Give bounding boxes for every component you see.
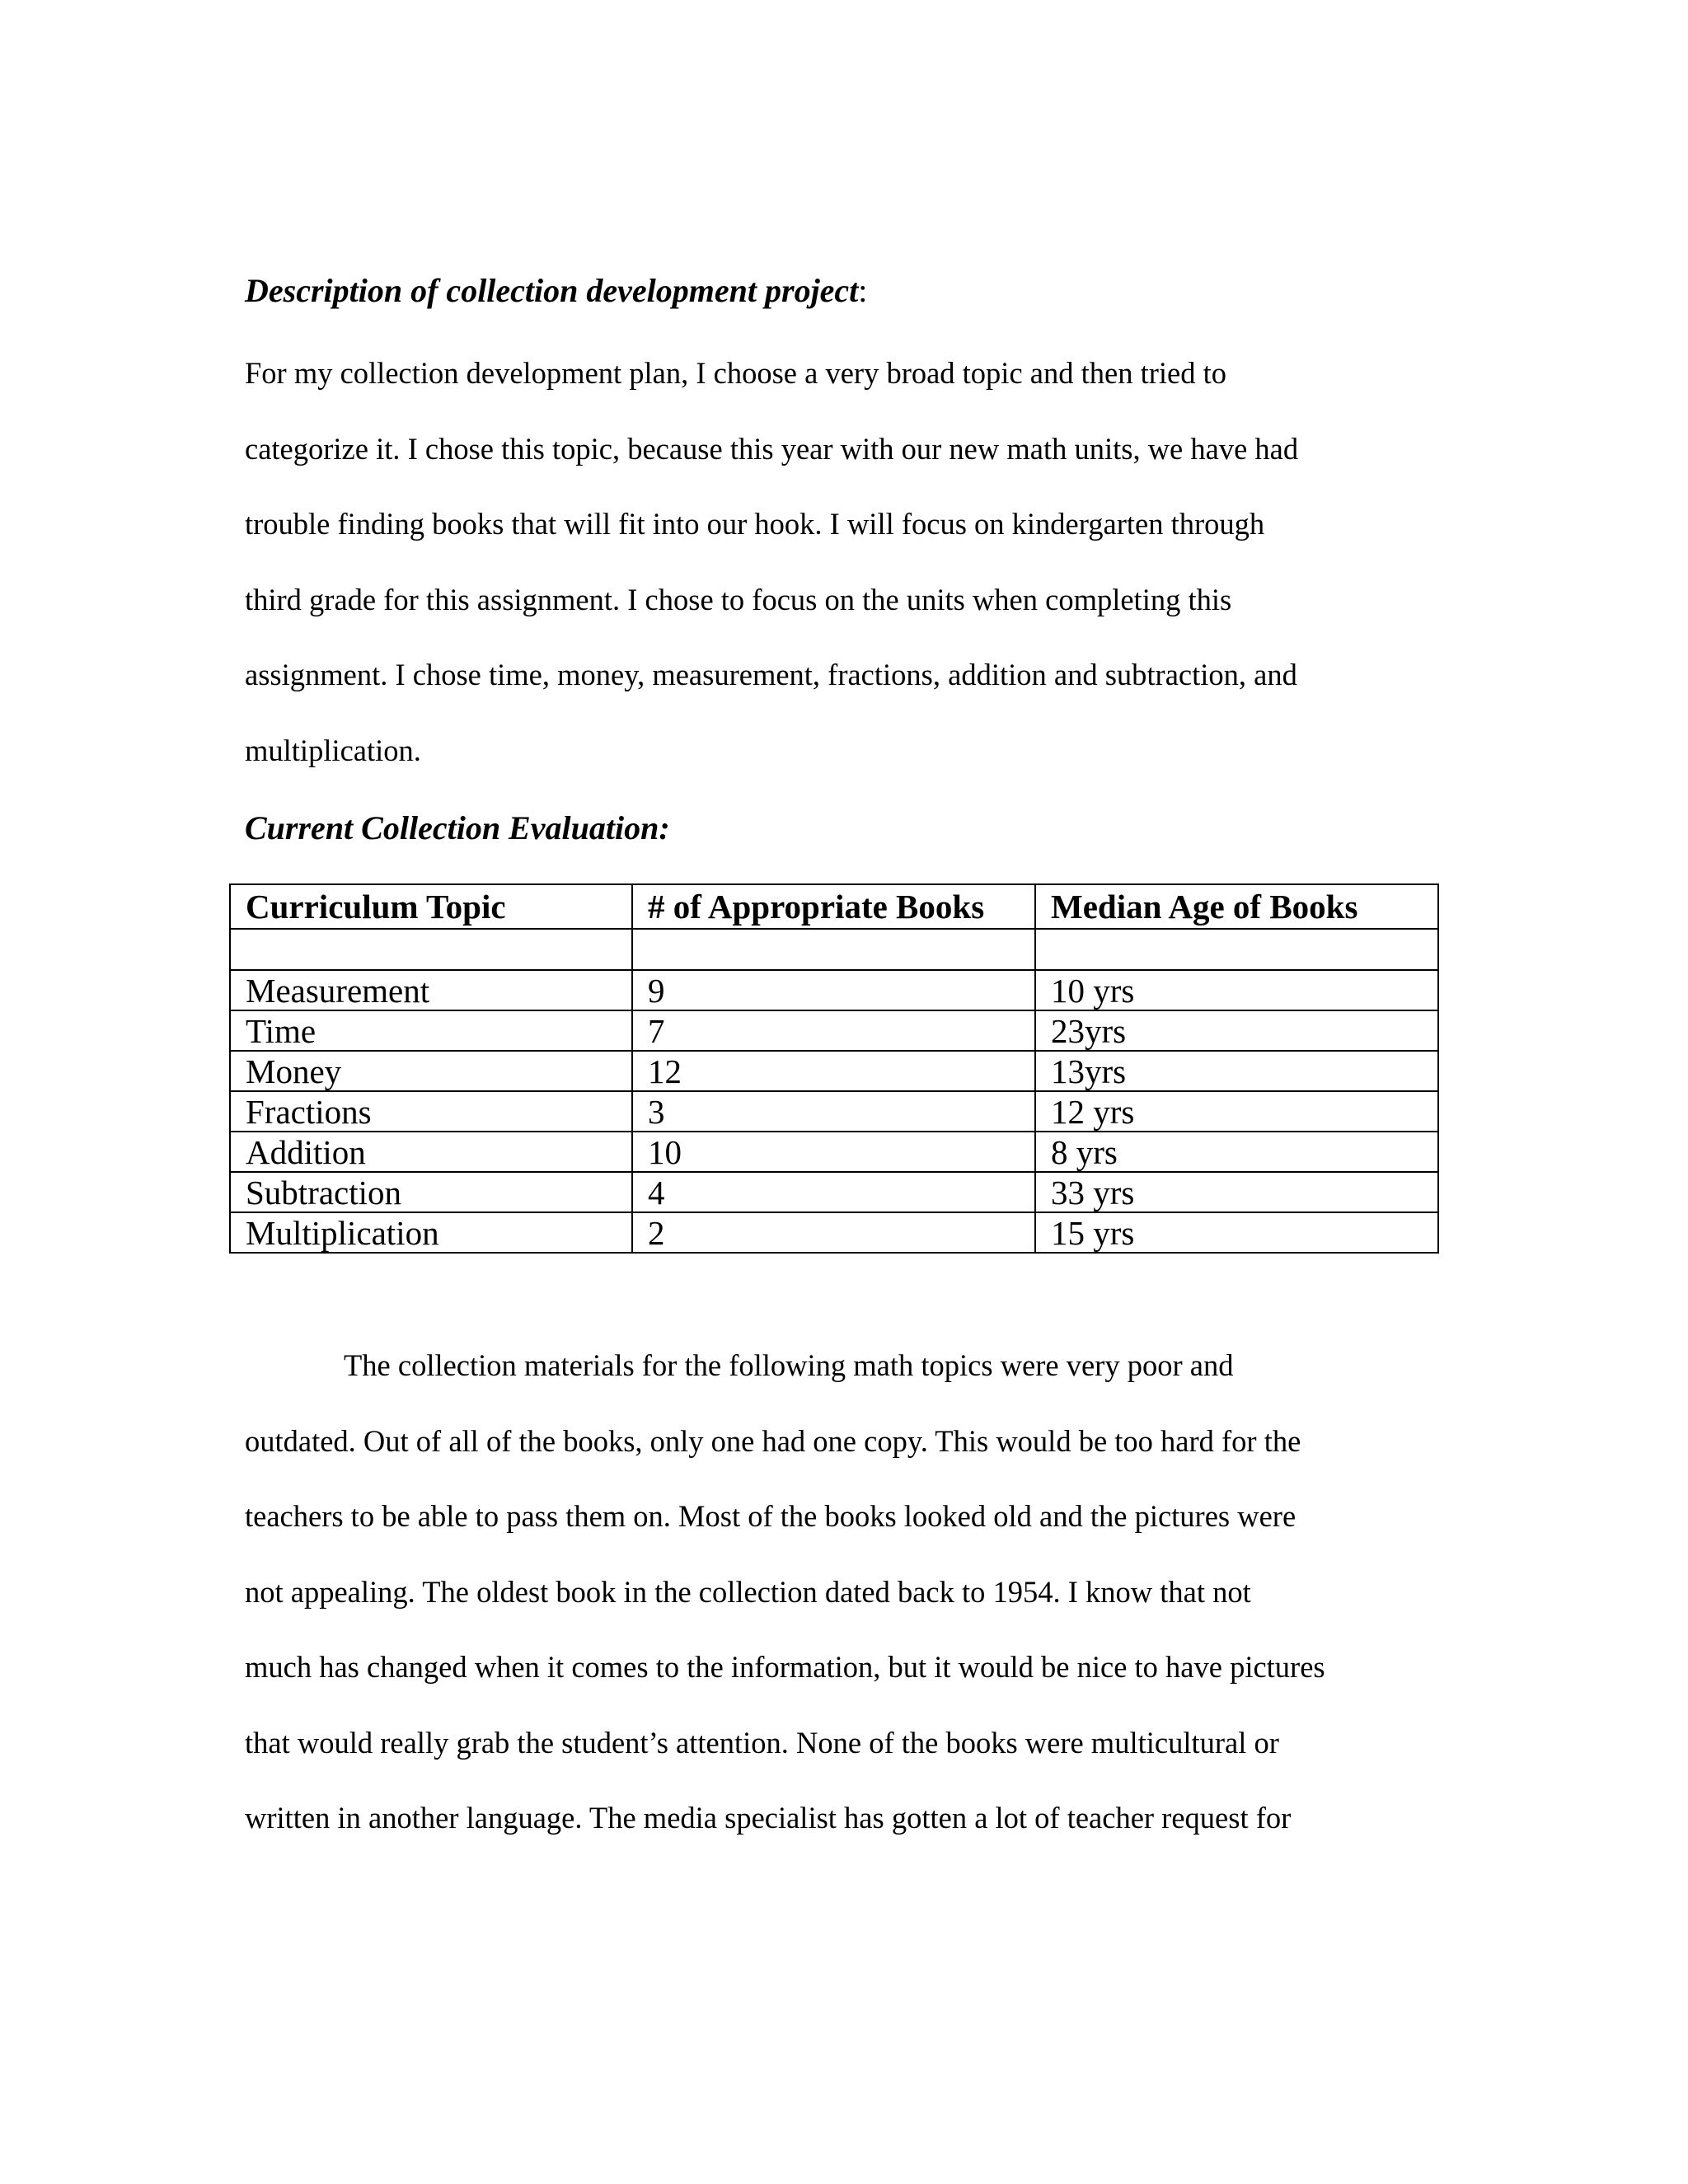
table-blank-row <box>230 929 1438 970</box>
table-cell-topic: Fractions <box>230 1091 632 1132</box>
table-row <box>230 1051 1438 1091</box>
table-cell-count: 3 <box>632 1091 1035 1132</box>
table-cell-count: 7 <box>632 1010 1035 1051</box>
paragraph-line: outdated. Out of all of the books, only one had one copy. This would be too hard for the <box>245 1423 1301 1458</box>
paragraph-line: categorize it. I chose this topic, because this year with our new math units, we have had <box>245 431 1299 466</box>
table-row <box>230 1172 1438 1212</box>
table-cell-topic: Money <box>230 1051 632 1091</box>
paragraph-line: For my collection development plan, I choose a very broad topic and then tried to <box>245 356 1226 390</box>
column-header-topic: Curriculum Topic <box>230 884 632 929</box>
table-row <box>230 1091 1438 1132</box>
column-header-median-age: Median Age of Books <box>1035 884 1438 929</box>
paragraph-line: that would really grab the student’s attention. None of the books were multicultural or <box>245 1725 1279 1760</box>
table-row <box>230 1212 1438 1253</box>
table-cell <box>632 929 1035 970</box>
paragraph-line: multiplication. <box>245 733 421 767</box>
table-cell-count: 4 <box>632 1172 1035 1212</box>
table-cell <box>1035 929 1438 970</box>
paragraph-line: teachers to be able to pass them on. Most of the books looked old and the pictures were <box>245 1499 1296 1533</box>
paragraph-line: trouble finding books that will fit into our hook. I will focus on kindergarten through <box>245 507 1265 541</box>
description-heading-colon: : <box>858 272 868 309</box>
paragraph-line: not appealing. The oldest book in the collection dated back to 1954. I know that not <box>245 1574 1251 1609</box>
paragraph-line: assignment. I chose time, money, measurement, fractions, addition and subtraction, and <box>245 658 1297 691</box>
table-cell-count: 9 <box>632 970 1035 1010</box>
table-cell-count: 10 <box>632 1132 1035 1172</box>
table-row <box>230 970 1438 1010</box>
table-cell-topic: Time <box>230 1010 632 1051</box>
table-header-row <box>230 884 1438 929</box>
table-cell-age: 10 yrs <box>1035 970 1438 1010</box>
table-row <box>230 1010 1438 1051</box>
collection-evaluation-table <box>229 883 1439 1254</box>
table-cell-age: 15 yrs <box>1035 1212 1438 1253</box>
table-row <box>230 1132 1438 1172</box>
table-cell-age: 12 yrs <box>1035 1091 1438 1132</box>
paragraph-line: much has changed when it comes to the information, but it would be nice to have pictures <box>245 1650 1325 1684</box>
table-cell-topic: Multiplication <box>230 1212 632 1253</box>
table-cell-count: 12 <box>632 1051 1035 1091</box>
table-cell-topic: Measurement <box>230 970 632 1010</box>
table-cell-age: 13yrs <box>1035 1051 1438 1091</box>
description-heading-text: Description of collection development project <box>245 272 859 309</box>
column-header-book-count: # of Appropriate Books <box>632 884 1035 929</box>
table-cell-age: 8 yrs <box>1035 1132 1438 1172</box>
collection-analysis-paragraph <box>245 1328 1448 1856</box>
paragraph-line: third grade for this assignment. I chose to focus on the units when completing this <box>245 582 1232 616</box>
evaluation-heading: Current Collection Evaluation: <box>245 809 670 846</box>
table-cell-topic: Subtraction <box>230 1172 632 1212</box>
table-cell-count: 2 <box>632 1212 1035 1253</box>
description-paragraph <box>245 335 1448 788</box>
paragraph-line: The collection materials for the following math topics were very poor and <box>344 1348 1234 1382</box>
paragraph-line: written in another language. The media specialist has gotten a lot of teacher request for <box>245 1801 1292 1835</box>
description-heading <box>245 274 867 307</box>
table-cell-topic: Addition <box>230 1132 632 1172</box>
table-cell-age: 33 yrs <box>1035 1172 1438 1212</box>
table-cell-age: 23yrs <box>1035 1010 1438 1051</box>
table-cell <box>230 929 632 970</box>
